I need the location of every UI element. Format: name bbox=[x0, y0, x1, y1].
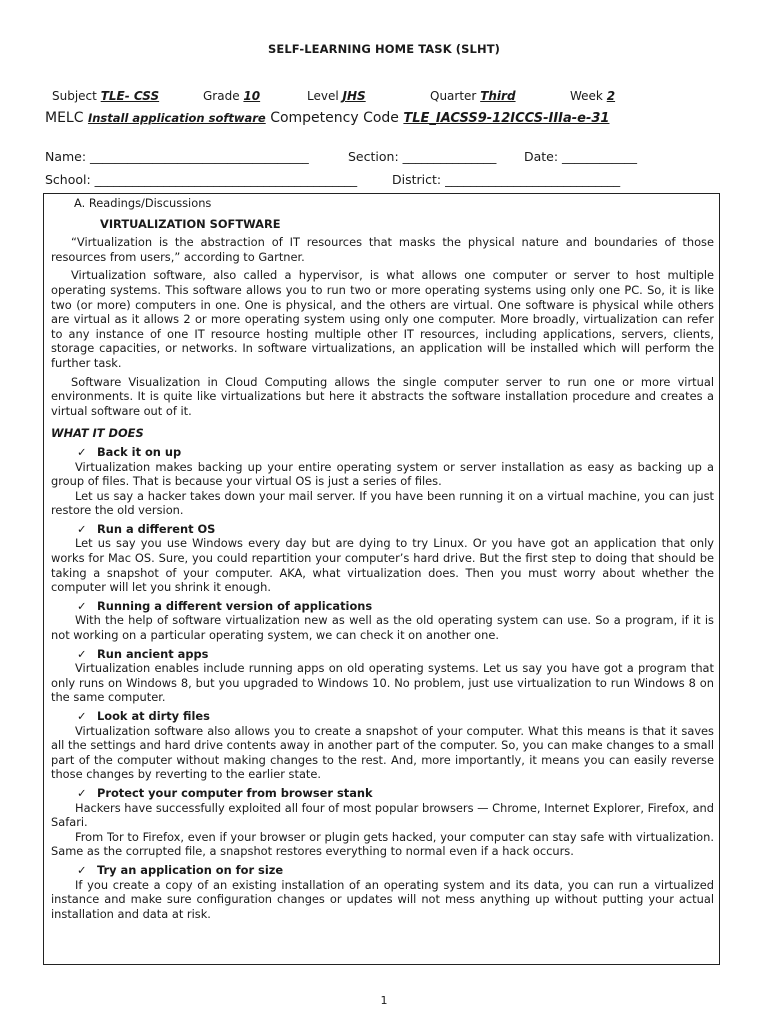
item-paragraph: Let us say a hacker takes down your mail server. If you have been running it on a virtual machine, you can just restore the old version. bbox=[51, 488, 714, 518]
document-title: SELF-LEARNING HOME TASK (SLHT) bbox=[268, 42, 500, 56]
check-icon: ✓ bbox=[77, 862, 87, 877]
item-title: Back it on up bbox=[97, 444, 182, 459]
item-paragraph: From Tor to Firefox, even if your browser or plugin gets hacked, your computer can stay safe with virtualization. Same as the corrupted file, a snapshot restores everything to normal even if a hack occurs. bbox=[51, 829, 714, 859]
check-icon: ✓ bbox=[77, 785, 87, 800]
quarter-label: Quarter bbox=[430, 89, 477, 103]
grade-value: 10 bbox=[243, 89, 261, 103]
level-value: JHS bbox=[342, 89, 366, 103]
quarter-field bbox=[430, 89, 516, 103]
item-paragraph: Virtualization software also allows you to create a snapshot of your computer. What this means is that it saves all the settings and hard drive contents away in another part of the computer. So, you can make changes to a small part of the computer without making changes to the rest. And, more importantly, it means you can easily reverse those changes by reverting to the earlier state. bbox=[51, 723, 714, 782]
item-heading bbox=[51, 709, 714, 724]
content-box bbox=[43, 193, 720, 965]
item-title: Protect your computer from browser stank bbox=[97, 785, 373, 800]
level-label: Level bbox=[307, 89, 339, 103]
item-paragraph: Let us say you use Windows every day but are dying to try Linux. Or you have got an application that only works for Mac OS. Sure, you could repartition your computer’s hard drive. But the first step to doing that should be taking a snapshot of your computer. AKA, what virtualization does. Then you must worry about whether the computer will let you shrink it enough. bbox=[51, 536, 714, 595]
item-title: Look at dirty files bbox=[97, 709, 210, 723]
what-it-does-heading: WHAT IT DOES bbox=[51, 426, 144, 441]
quarter-value: Third bbox=[480, 89, 516, 103]
subject-label: Subject bbox=[52, 89, 97, 103]
item-title: Run a different OS bbox=[97, 521, 216, 536]
grade-field bbox=[203, 89, 260, 103]
competency-code-label: Competency Code bbox=[270, 110, 399, 126]
readings-heading: A. Readings/Discussions bbox=[74, 196, 212, 210]
item-heading bbox=[51, 786, 714, 801]
item-heading bbox=[51, 522, 714, 537]
item-title: Running a different version of applications bbox=[97, 598, 373, 613]
name-field: Name: ___________________________________ bbox=[45, 149, 309, 164]
section-field: Section: _______________ bbox=[348, 149, 497, 164]
item-paragraph: Virtualization enables include running apps on old operating systems. Let us say you have got a program that only runs on Windows 8, but you upgraded to Windows 10. No problem, just use virtualization to run Windows 8 on the same computer. bbox=[51, 661, 714, 705]
check-icon: ✓ bbox=[77, 646, 87, 661]
school-field: School: __________________________________________ bbox=[45, 172, 358, 187]
subject-value: TLE- CSS bbox=[100, 89, 160, 103]
melc-row bbox=[45, 110, 735, 126]
check-icon: ✓ bbox=[77, 444, 87, 459]
paragraph-3: Software Visualization in Cloud Computing allows the single computer server to run one or more virtual environments. It is quite like virtualizations but here it abstracts the software installation procedure and creates a virtual software out of it. bbox=[51, 374, 714, 418]
check-icon: ✓ bbox=[77, 598, 87, 613]
item-paragraph: If you create a copy of an existing installation of an operating system and its data, you can run a virtualized instance and make sure configuration changes or updates will not mess anything up without putting your actual installation and data at risk. bbox=[51, 877, 714, 921]
paragraph-1: “Virtualization is the abstraction of IT resources that masks the physical nature and boundaries of those resources from users,” according to Gartner. bbox=[51, 235, 714, 264]
item-heading bbox=[51, 445, 714, 460]
page-number: 1 bbox=[380, 994, 388, 1007]
week-label: Week bbox=[570, 89, 603, 103]
section-heading: VIRTUALIZATION SOFTWARE bbox=[100, 216, 281, 231]
content-body bbox=[44, 194, 719, 921]
paragraph-2: Virtualization software, also called a hypervisor, is what allows one computer or server to host multiple operating systems. This software allows you to run two or more operating systems using only one PC. So, it is like two (or more) computers in one. One is physical, and the others are virtual. One software is physical while others are virtual as it allows 2 or more operating system using only one computer. More broadly, virtualization can refer to any instance of one IT resource hosting multiple other IT resources, including applications, servers, clients, storage capacities, or networks. In software virtualizations, an application will be installed which will perform the further task. bbox=[51, 268, 714, 370]
week-value: 2 bbox=[606, 89, 616, 103]
item-heading bbox=[51, 599, 714, 614]
melc-label: MELC bbox=[45, 110, 84, 126]
check-icon: ✓ bbox=[77, 709, 87, 723]
date-field: Date: ____________ bbox=[524, 149, 638, 164]
subject-field bbox=[52, 89, 159, 103]
name-row bbox=[45, 149, 638, 164]
level-field bbox=[307, 89, 366, 103]
school-row bbox=[45, 172, 621, 187]
grade-label: Grade bbox=[203, 89, 240, 103]
item-paragraph: Hackers have successfully exploited all four of most popular browsers — Chrome, Internet Explorer, Firefox, and Safari. bbox=[51, 800, 714, 830]
item-title: Try an application on for size bbox=[97, 862, 284, 877]
week-field bbox=[570, 89, 615, 103]
item-heading bbox=[51, 863, 714, 878]
item-title: Run ancient apps bbox=[97, 646, 209, 661]
district-field: District: ____________________________ bbox=[392, 172, 621, 187]
melc-value: Install application software bbox=[87, 111, 266, 125]
check-icon: ✓ bbox=[77, 521, 87, 536]
item-paragraph: Virtualization makes backing up your entire operating system or server installation as easy as backing up a group of files. That is because your virtual OS is just a series of files. bbox=[51, 459, 714, 489]
competency-code-value: TLE_IACSS9-12ICCS-IIIa-e-31 bbox=[403, 111, 610, 126]
item-heading bbox=[51, 647, 714, 662]
item-paragraph: With the help of software virtualization new as well as the old operating system can use. So a program, if it is not working on a particular operating system, we can check it on another one. bbox=[51, 613, 714, 643]
